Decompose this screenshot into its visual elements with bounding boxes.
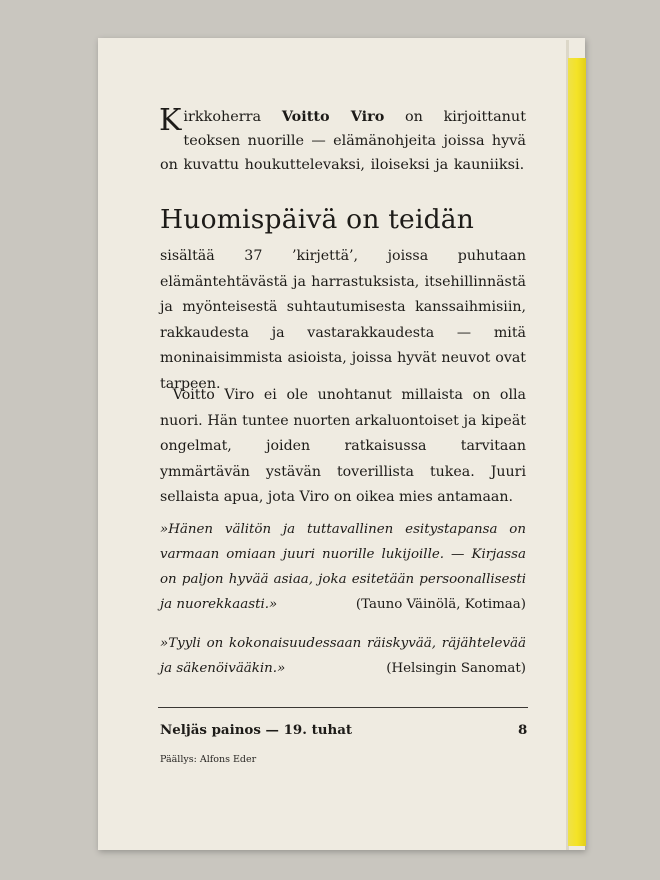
- printing-signature: 8: [518, 722, 528, 738]
- quote-source: (Helsingin Sanomat): [386, 661, 526, 676]
- intro-text-before: irkkoherra: [183, 109, 282, 125]
- divider-line: [158, 707, 528, 708]
- edition-info: Neljäs painos — 19. tuhat: [160, 722, 353, 738]
- review-quote-2: [160, 631, 526, 681]
- quote-text: »Hänen välitön ja tuttavallinen esitystapansa on varmaan omiaan juuri nuorille lukijoille. — Kirjassa on paljon hyvää asiaa, joka esitetään persoonallisesti ja nuorekkaasti.»: [160, 522, 526, 612]
- description-paragraph-1: sisältää 37 ’kirjettä’, joissa puhutaan elämäntehtävästä ja harrastuksista, itsehillinnästä ja myönteisestä suhtautumisesta kanssaihmisiin, rakkaudesta ja vastarakkaudesta — mitä moninaisimmista asioista, joissa hyvät neuvot ovat tarpeen.: [160, 248, 526, 392]
- book-title: Huomispäivä on teidän: [160, 204, 475, 235]
- quote-text: »Tyyli on kokonaisuudessaan räiskyvää, räjähtelevää ja säkenöivääkin.»: [160, 636, 526, 676]
- review-quote-1: [160, 517, 526, 617]
- cover-credit: Päällys: Alfons Eder: [160, 754, 257, 765]
- yellow-spine-edge: [568, 58, 586, 846]
- intro-paragraph: [160, 105, 526, 177]
- quote-source: (Tauno Väinölä, Kotimaa): [355, 597, 526, 612]
- drop-cap: K: [159, 103, 182, 138]
- intro-text-after: on kirjoittanut teoksen nuorille — elämänohjeita joissa hyvä on kuvattu houkuttelevaksi, iloiseksi ja kauniiksi.: [160, 109, 526, 173]
- author-name: Voitto Viro: [281, 108, 385, 125]
- description-paragraph-2: Voitto Viro ei ole unohtanut millaista on olla nuori. Hän tuntee nuorten arkaluontoiset ja kipeät ongelmat, joiden ratkaisussa tarvitaan ymmärtävän ystävän toverillista tukea. Juuri sellaista apua, jota Viro on oikea mies antamaan.: [160, 387, 526, 505]
